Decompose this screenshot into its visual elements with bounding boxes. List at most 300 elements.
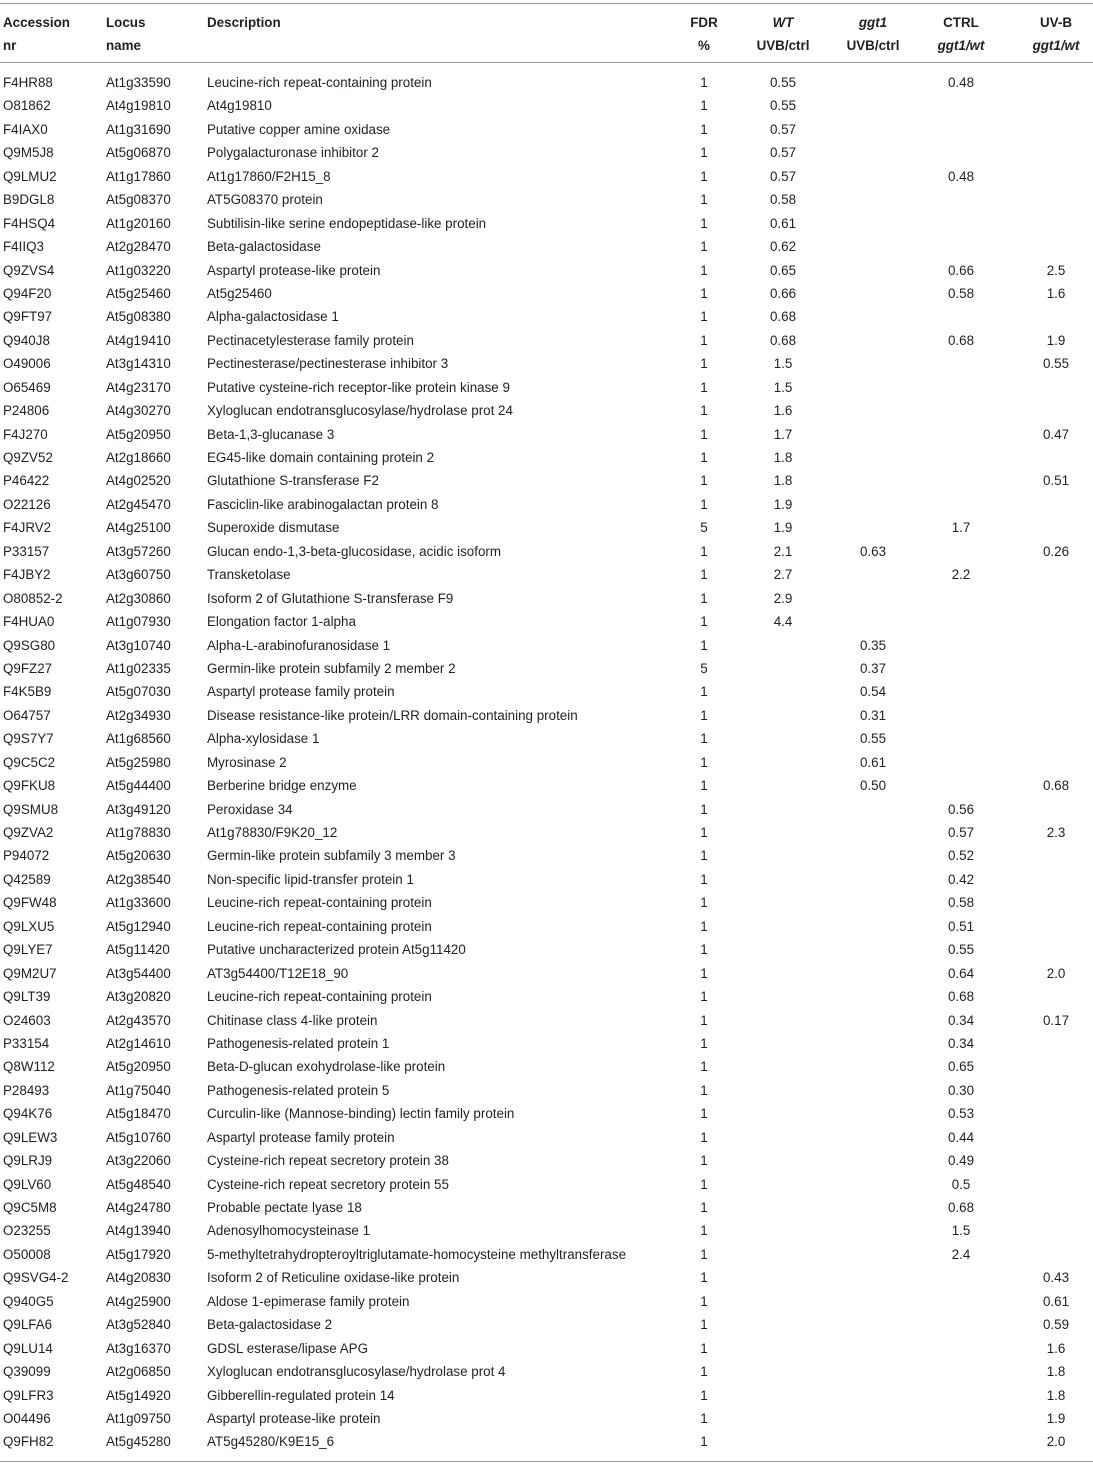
ggt1-ratio-cell: [833, 1337, 913, 1360]
wt-ratio-cell: [744, 751, 822, 774]
locus-cell: At5g11420: [106, 942, 170, 958]
ctrl-ratio-cell: [920, 1337, 1002, 1360]
header-fdr: [672, 11, 736, 57]
locus-cell: At1g07930: [106, 614, 171, 630]
accession-cell: Q940J8: [3, 332, 50, 348]
fdr-cell: 1: [700, 496, 708, 512]
uvb-ratio-cell: [1015, 1243, 1093, 1266]
ctrl-ratio-cell: 0.66: [947, 262, 975, 278]
accession-cell: O64757: [3, 707, 51, 723]
ggt1-ratio-cell: 0.31: [859, 707, 887, 723]
ctrl-ratio-cell: [920, 305, 1002, 328]
fdr-cell: 1: [700, 450, 708, 465]
locus-cell: At1g68560: [106, 731, 171, 747]
description-cell: Xyloglucan endotransglucosylase/hydrolase prot 4: [207, 1364, 506, 1380]
locus-cell: At2g38540: [106, 871, 171, 887]
description-cell: Isoform 2 of Reticuline oxidase-like protein: [207, 1270, 460, 1286]
table-row: [0, 868, 1093, 891]
description-cell: Germin-like protein subfamily 2 member 2: [207, 660, 456, 676]
wt-ratio-cell: [744, 1313, 822, 1336]
locus-cell: At4g20830: [106, 1270, 171, 1286]
wt-ratio-cell: 0.68: [769, 332, 797, 348]
description-cell: AT5G08370 protein: [207, 192, 323, 208]
wt-ratio-cell: 0.55: [769, 75, 797, 90]
ctrl-ratio-cell: [920, 610, 1002, 633]
wt-ratio-cell: [744, 1009, 822, 1032]
accession-cell: F4J270: [3, 426, 48, 442]
locus-cell: At5g18470: [106, 1106, 171, 1122]
fdr-cell: 1: [700, 1200, 708, 1215]
accession-cell: F4JRV2: [3, 520, 52, 536]
locus-cell: At3g22060: [106, 1153, 171, 1169]
table-row: [0, 774, 1093, 797]
table-row: [0, 259, 1093, 282]
description-cell: Cysteine-rich repeat secretory protein 55: [207, 1176, 449, 1192]
ggt1-ratio-cell: [833, 376, 913, 399]
accession-cell: Q9LT39: [3, 989, 51, 1005]
table-row: [0, 1384, 1093, 1407]
fdr-cell: 1: [700, 918, 708, 934]
uvb-ratio-cell: 1.8: [1046, 1364, 1066, 1380]
uvb-ratio-cell: [1015, 704, 1093, 727]
fdr-cell: 1: [700, 1293, 708, 1309]
description-cell: At4g19810: [207, 98, 272, 114]
description-cell: AT3g54400/T12E18_90: [207, 965, 349, 981]
description-cell: Fasciclin-like arabinogalactan protein 8: [207, 496, 439, 512]
uvb-ratio-cell: [1015, 118, 1093, 141]
uvb-ratio-cell: [1015, 446, 1093, 469]
ctrl-ratio-cell: [920, 634, 1002, 657]
locus-cell: At2g14610: [106, 1035, 171, 1051]
uvb-ratio-cell: 2.5: [1046, 262, 1066, 278]
description-cell: Berberine bridge enzyme: [207, 778, 357, 794]
description-cell: AT5g45280/K9E15_6: [207, 1434, 335, 1450]
ggt1-ratio-cell: [833, 938, 913, 961]
table-row: [0, 727, 1093, 750]
accession-cell: F4K5B9: [3, 684, 52, 700]
uvb-ratio-cell: [1015, 798, 1093, 821]
ctrl-ratio-cell: [920, 680, 1002, 703]
accession-cell: Q9LV60: [3, 1176, 52, 1192]
accession-cell: O23255: [3, 1223, 51, 1239]
header-wt-line1: WT: [772, 15, 794, 30]
locus-cell: At5g08380: [106, 309, 171, 325]
ctrl-ratio-cell: 2.4: [951, 1246, 971, 1262]
fdr-cell: 1: [700, 121, 708, 137]
table-row: [0, 1430, 1093, 1453]
ggt1-ratio-cell: [833, 235, 913, 258]
ggt1-ratio-cell: [833, 516, 913, 539]
fdr-cell: 1: [700, 684, 708, 700]
description-cell: Pathogenesis-related protein 1: [207, 1035, 390, 1051]
uvb-ratio-cell: [1015, 1055, 1093, 1078]
fdr-cell: 1: [700, 778, 708, 794]
header-ggt1-line1: ggt1: [858, 15, 888, 30]
header-accession-line1: Accession: [3, 15, 70, 30]
accession-cell: O80852-2: [3, 590, 63, 606]
accession-cell: F4JBY2: [3, 567, 51, 583]
wt-ratio-cell: 1.6: [773, 403, 793, 419]
ctrl-ratio-cell: 0.48: [947, 168, 975, 184]
table-header: [0, 0, 1093, 62]
description-cell: Glucan endo-1,3-beta-glucosidase, acidic isoform: [207, 543, 502, 559]
uvb-ratio-cell: [1015, 1173, 1093, 1196]
ggt1-ratio-cell: [833, 282, 913, 305]
description-cell: Aspartyl protease-like protein: [207, 1410, 381, 1426]
ctrl-ratio-cell: 0.57: [947, 825, 975, 840]
table-row: [0, 235, 1093, 258]
description-cell: At5g25460: [207, 285, 272, 301]
description-cell: Putative cysteine-rich receptor-like protein kinase 9: [207, 379, 510, 395]
table-row: [0, 282, 1093, 305]
wt-ratio-cell: [744, 891, 822, 914]
wt-ratio-cell: [744, 1430, 822, 1453]
uvb-ratio-cell: [1015, 563, 1093, 586]
ctrl-ratio-cell: [920, 399, 1002, 422]
table-row: [0, 844, 1093, 867]
ggt1-ratio-cell: [833, 259, 913, 282]
table-row: [0, 376, 1093, 399]
ctrl-ratio-cell: 0.48: [947, 75, 975, 90]
accession-cell: F4IAX0: [3, 121, 48, 137]
wt-ratio-cell: [744, 634, 822, 657]
uvb-ratio-cell: [1015, 680, 1093, 703]
ctrl-ratio-cell: 1.7: [951, 520, 971, 536]
wt-ratio-cell: [744, 1384, 822, 1407]
accession-cell: Q9FZ27: [3, 660, 53, 676]
accession-cell: Q9SMU8: [3, 801, 59, 817]
table-row: [0, 680, 1093, 703]
ggt1-ratio-cell: [833, 1360, 913, 1383]
table-row: [0, 94, 1093, 117]
ggt1-ratio-cell: [833, 1243, 913, 1266]
uvb-ratio-cell: [1015, 399, 1093, 422]
uvb-ratio-cell: [1015, 657, 1093, 680]
description-cell: GDSL esterase/lipase APG: [207, 1340, 369, 1356]
table-row: [0, 1313, 1093, 1336]
table-header-rule: [0, 62, 1093, 63]
locus-cell: At1g75040: [106, 1082, 171, 1098]
locus-cell: At2g18660: [106, 450, 171, 465]
uvb-ratio-cell: [1015, 634, 1093, 657]
ggt1-ratio-cell: 0.50: [859, 778, 887, 794]
table-row: [0, 423, 1093, 446]
uvb-ratio-cell: [1015, 915, 1093, 938]
wt-ratio-cell: 1.7: [773, 426, 793, 442]
wt-ratio-cell: [744, 938, 822, 961]
description-cell: Leucine-rich repeat-containing protein: [207, 989, 432, 1005]
wt-ratio-cell: [744, 1266, 822, 1289]
description-cell: Leucine-rich repeat-containing protein: [207, 895, 432, 911]
fdr-cell: 1: [700, 168, 708, 184]
locus-cell: At5g06870: [106, 145, 171, 161]
ctrl-ratio-cell: 0.44: [947, 1129, 975, 1145]
accession-cell: P28493: [3, 1082, 50, 1098]
wt-ratio-cell: 0.66: [769, 285, 797, 301]
ctrl-ratio-cell: [920, 704, 1002, 727]
fdr-cell: 1: [700, 1106, 708, 1122]
fdr-cell: 1: [700, 473, 708, 489]
description-cell: Alpha-galactosidase 1: [207, 309, 339, 325]
table-row: [0, 188, 1093, 211]
ctrl-ratio-cell: [920, 118, 1002, 141]
locus-cell: At2g45470: [106, 496, 171, 512]
wt-ratio-cell: 1.5: [773, 379, 793, 395]
accession-cell: Q9ZVS4: [3, 262, 55, 278]
uvb-ratio-cell: 1.8: [1046, 1387, 1066, 1403]
table-row: [0, 751, 1093, 774]
locus-cell: At1g03220: [106, 262, 171, 278]
ctrl-ratio-cell: [920, 94, 1002, 117]
description-cell: 5-methyltetrahydropteroyltriglutamate-homocysteine methyltransferase: [207, 1246, 627, 1262]
fdr-cell: 5: [700, 520, 708, 536]
uvb-ratio-cell: [1015, 141, 1093, 164]
accession-cell: F4HUA0: [3, 614, 55, 630]
ctrl-ratio-cell: [920, 1384, 1002, 1407]
table-row: [0, 469, 1093, 492]
locus-cell: At5g25460: [106, 285, 171, 301]
locus-cell: At3g57260: [106, 543, 171, 559]
wt-ratio-cell: 0.65: [769, 262, 797, 278]
wt-ratio-cell: [744, 1290, 822, 1313]
uvb-ratio-cell: [1015, 1149, 1093, 1172]
description-cell: Subtilisin-like serine endopeptidase-like protein: [207, 215, 487, 231]
ggt1-ratio-cell: [833, 868, 913, 891]
ggt1-ratio-cell: [833, 352, 913, 375]
locus-cell: At1g17860: [106, 168, 171, 184]
ggt1-ratio-cell: [833, 1055, 913, 1078]
ctrl-ratio-cell: 0.51: [947, 918, 975, 934]
accession-cell: O65469: [3, 379, 51, 395]
description-cell: Gibberellin-regulated protein 14: [207, 1387, 395, 1403]
locus-cell: At5g25980: [106, 754, 171, 770]
table-row: [0, 1009, 1093, 1032]
wt-ratio-cell: [744, 798, 822, 821]
accession-cell: Q9M5J8: [3, 145, 54, 161]
header-locus-line1: Locus: [106, 15, 146, 30]
ggt1-ratio-cell: [833, 1384, 913, 1407]
ctrl-ratio-cell: [920, 352, 1002, 375]
locus-cell: At5g20630: [106, 848, 171, 864]
locus-cell: At4g02520: [106, 473, 171, 489]
table-row: [0, 1196, 1093, 1219]
description-cell: Alpha-xylosidase 1: [207, 731, 320, 747]
wt-ratio-cell: 0.62: [769, 239, 797, 255]
wt-ratio-cell: [744, 985, 822, 1008]
uvb-ratio-cell: [1015, 727, 1093, 750]
ctrl-ratio-cell: [920, 587, 1002, 610]
ggt1-ratio-cell: [833, 1009, 913, 1032]
wt-ratio-cell: 1.8: [773, 473, 793, 489]
ctrl-ratio-cell: [920, 1313, 1002, 1336]
ggt1-ratio-cell: [833, 1196, 913, 1219]
accession-cell: Q39099: [3, 1364, 51, 1380]
fdr-cell: 1: [700, 1223, 708, 1239]
ctrl-ratio-cell: 1.5: [951, 1223, 971, 1239]
description-cell: Glutathione S-transferase F2: [207, 473, 379, 489]
description-cell: Germin-like protein subfamily 3 member 3: [207, 848, 456, 864]
ggt1-ratio-cell: [833, 1290, 913, 1313]
fdr-cell: 1: [700, 590, 708, 606]
ctrl-ratio-cell: [920, 188, 1002, 211]
header-fdr-line1: FDR: [690, 15, 718, 30]
ggt1-ratio-cell: [833, 962, 913, 985]
fdr-cell: 1: [700, 731, 708, 747]
locus-cell: At1g20160: [106, 215, 171, 231]
table-row: [0, 305, 1093, 328]
ctrl-ratio-cell: [920, 1266, 1002, 1289]
uvb-ratio-cell: [1015, 493, 1093, 516]
fdr-cell: 1: [700, 145, 708, 161]
table-row: [0, 1290, 1093, 1313]
locus-cell: At3g10740: [106, 637, 171, 653]
uvb-ratio-cell: 0.43: [1042, 1270, 1070, 1286]
locus-cell: At2g28470: [106, 239, 171, 255]
locus-cell: At1g33600: [106, 895, 171, 911]
header-ctrl-line2: ggt1/wt: [937, 38, 985, 53]
ggt1-ratio-cell: [833, 1126, 913, 1149]
accession-cell: Q9FW48: [3, 895, 57, 911]
wt-ratio-cell: 2.7: [773, 567, 793, 583]
wt-ratio-cell: [744, 680, 822, 703]
uvb-ratio-cell: [1015, 891, 1093, 914]
fdr-cell: 1: [700, 1129, 708, 1145]
accession-cell: F4HSQ4: [3, 215, 56, 231]
description-cell: EG45-like domain containing protein 2: [207, 450, 435, 465]
wt-ratio-cell: 0.68: [769, 309, 797, 325]
fdr-cell: 1: [700, 848, 708, 864]
ctrl-ratio-cell: [920, 1360, 1002, 1383]
header-uvb-line2: ggt1/wt: [1032, 38, 1080, 53]
fdr-cell: 1: [700, 1317, 708, 1333]
description-cell: Pectinacetylesterase family protein: [207, 332, 414, 348]
uvb-ratio-cell: [1015, 1032, 1093, 1055]
wt-ratio-cell: [744, 1219, 822, 1242]
uvb-ratio-cell: [1015, 938, 1093, 961]
locus-cell: At3g20820: [106, 989, 171, 1005]
ctrl-ratio-cell: 0.34: [947, 1012, 975, 1028]
description-cell: Curculin-like (Mannose-binding) lectin family protein: [207, 1106, 515, 1122]
uvb-ratio-cell: [1015, 751, 1093, 774]
header-ctrl-line1: CTRL: [943, 15, 979, 30]
accession-cell: Q9ZVA2: [3, 825, 54, 840]
fdr-cell: 1: [700, 332, 708, 348]
table-row: [0, 516, 1093, 539]
description-cell: Chitinase class 4-like protein: [207, 1012, 378, 1028]
fdr-cell: 1: [700, 379, 708, 395]
uvb-ratio-cell: [1015, 305, 1093, 328]
ggt1-ratio-cell: [833, 493, 913, 516]
locus-cell: At2g30860: [106, 590, 171, 606]
ctrl-ratio-cell: [920, 446, 1002, 469]
description-cell: Probable pectate lyase 18: [207, 1200, 362, 1215]
description-cell: Superoxide dismutase: [207, 520, 340, 536]
ggt1-ratio-cell: 0.55: [859, 731, 887, 747]
uvb-ratio-cell: 0.59: [1042, 1317, 1070, 1333]
table-row: [0, 118, 1093, 141]
fdr-cell: 1: [700, 1059, 708, 1075]
header-wt-line2: UVB/ctrl: [756, 38, 810, 53]
uvb-ratio-cell: 1.6: [1046, 285, 1066, 301]
table-bottom-rule: [0, 1461, 1093, 1462]
table-row: [0, 1266, 1093, 1289]
table-row: [0, 563, 1093, 586]
header-ggt1-line2: UVB/ctrl: [846, 38, 900, 53]
accession-cell: P94072: [3, 848, 50, 864]
fdr-cell: 5: [700, 660, 708, 676]
table-row: [0, 915, 1093, 938]
accession-cell: O24603: [3, 1012, 51, 1028]
ctrl-ratio-cell: 0.49: [947, 1153, 975, 1169]
ctrl-ratio-cell: 0.56: [947, 801, 975, 817]
ctrl-ratio-cell: 0.68: [947, 989, 975, 1005]
wt-ratio-cell: [744, 1337, 822, 1360]
uvb-ratio-cell: [1015, 376, 1093, 399]
description-cell: Beta-galactosidase: [207, 239, 321, 255]
uvb-ratio-cell: [1015, 165, 1093, 188]
wt-ratio-cell: 4.4: [773, 614, 793, 630]
ctrl-ratio-cell: [920, 774, 1002, 797]
locus-cell: At4g23170: [106, 379, 171, 395]
description-cell: Alpha-L-arabinofuranosidase 1: [207, 637, 391, 653]
accession-cell: Q9C5C2: [3, 754, 56, 770]
locus-cell: At3g54400: [106, 965, 171, 981]
description-cell: Non-specific lipid-transfer protein 1: [207, 871, 414, 887]
ctrl-ratio-cell: 0.53: [947, 1106, 975, 1122]
locus-cell: At4g24780: [106, 1200, 171, 1215]
wt-ratio-cell: 1.9: [773, 496, 793, 512]
ggt1-ratio-cell: 0.63: [859, 543, 887, 559]
uvb-ratio-cell: [1015, 235, 1093, 258]
fdr-cell: 1: [700, 637, 708, 653]
uvb-ratio-cell: [1015, 1196, 1093, 1219]
uvb-ratio-cell: [1015, 1102, 1093, 1125]
ggt1-ratio-cell: [833, 915, 913, 938]
description-cell: Beta-1,3-glucanase 3: [207, 426, 335, 442]
wt-ratio-cell: [744, 1032, 822, 1055]
wt-ratio-cell: [744, 1149, 822, 1172]
accession-cell: P24806: [3, 403, 50, 419]
uvb-ratio-cell: [1015, 94, 1093, 117]
locus-cell: At5g44400: [106, 778, 171, 794]
wt-ratio-cell: [744, 657, 822, 680]
accession-cell: P33154: [3, 1035, 50, 1051]
ggt1-ratio-cell: [833, 1173, 913, 1196]
wt-ratio-cell: 1.5: [773, 356, 793, 372]
accession-cell: Q9SG80: [3, 637, 56, 653]
wt-ratio-cell: 2.9: [773, 590, 793, 606]
description-cell: Cysteine-rich repeat secretory protein 38: [207, 1153, 449, 1169]
table-row: [0, 1337, 1093, 1360]
wt-ratio-cell: [744, 1079, 822, 1102]
ggt1-ratio-cell: [833, 1430, 913, 1453]
ggt1-ratio-cell: [833, 844, 913, 867]
fdr-cell: 1: [700, 707, 708, 723]
ctrl-ratio-cell: 0.68: [947, 1200, 975, 1215]
wt-ratio-cell: 0.61: [769, 215, 797, 231]
locus-cell: At5g14920: [106, 1387, 171, 1403]
fdr-cell: 1: [700, 1364, 708, 1380]
ggt1-ratio-cell: [833, 141, 913, 164]
accession-cell: Q94K76: [3, 1106, 53, 1122]
fdr-cell: 1: [700, 871, 708, 887]
accession-cell: Q42589: [3, 871, 51, 887]
fdr-cell: 1: [700, 356, 708, 372]
wt-ratio-cell: [744, 1360, 822, 1383]
fdr-cell: 1: [700, 1270, 708, 1286]
locus-cell: At1g31690: [106, 121, 171, 137]
ctrl-ratio-cell: 0.65: [947, 1059, 975, 1075]
